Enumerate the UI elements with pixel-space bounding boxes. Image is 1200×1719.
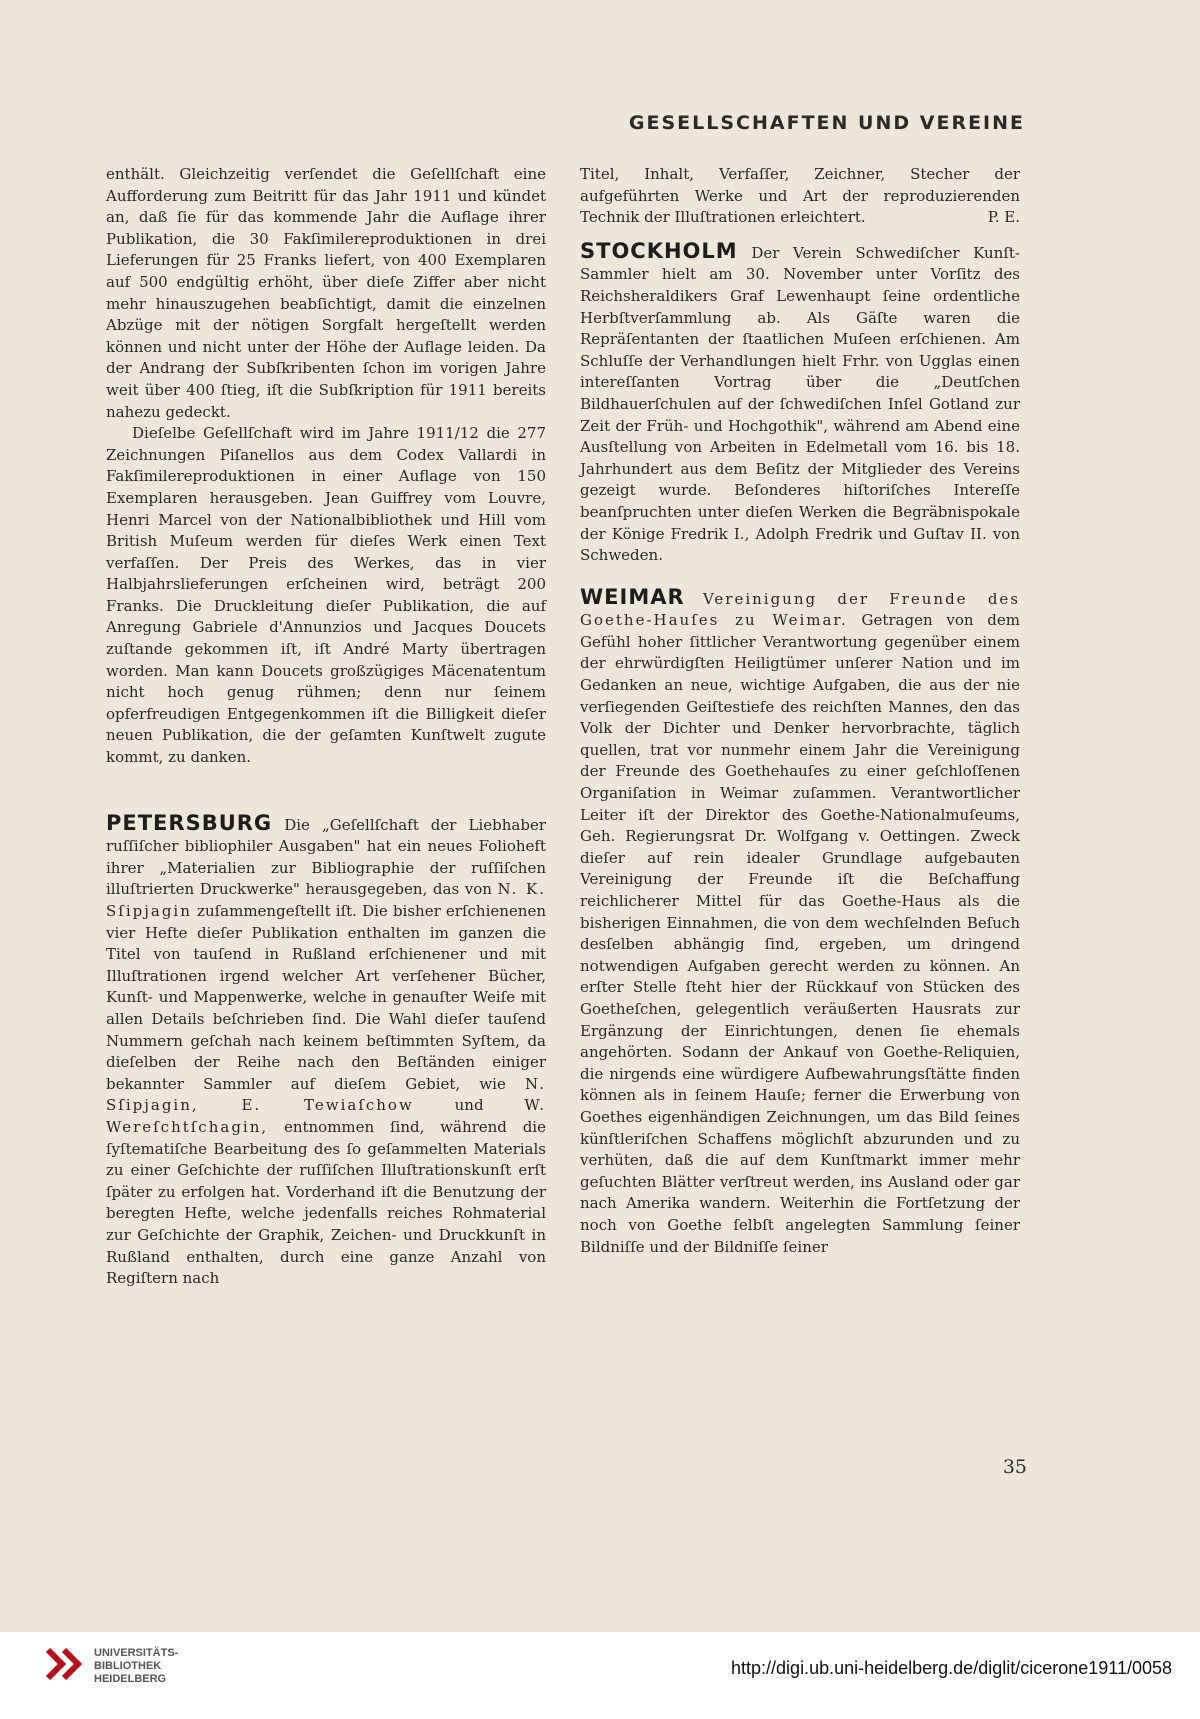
library-name-line-3: HEIDELBERG [94,1673,167,1685]
petersburg-name-2: N. Sſipjagin, E. Tewiaſchow [106,1074,546,1115]
right-column [580,164,1020,1258]
library-logo-icon [44,1646,84,1686]
library-name-line-1: UNIVERSITÄTS- [94,1647,179,1659]
left-column [106,164,546,1290]
paragraph-right-1 [580,164,1020,229]
library-name [94,1647,178,1686]
paragraph-left-2: Dieſelbe Geſellſchaft wird im Jahre 1911/12 die 277 Zeichnungen Piſanellos aus dem Codex Vallardi in Fakſimilereproduktionen in einer Auflage von 150 Exemplaren herausgeben. Jean Guiffrey vom Louvre, Henri Marcel von der Nationalbibliothek und Hill vom British Muſeum werden für dieſes Werk einen Text verfaſſen. Der Preis des Werkes, das in vier Halbjahrslieferungen erſcheinen wird, beträgt 200 Franks. Die Druckleitung dieſer Publikation, die auf Anregung Gabriele d'Annunzios und Jacques Doucets zuſtande gekommen iſt, iſt André Marty übertragen worden. Man kann Doucets großzügiges Mäcenatentum nicht hoch genug rühmen; denn nur ſeinem opferfreudigen Entgegenkommen iſt die Billigkeit dieſer neuen Publikation, die der geſamten Kunſtwelt zugute kommt, zu danken. [106,424,546,767]
petersburg-name-3: W. Wereſchtſchagin, [106,1096,546,1136]
section-petersburg [106,810,546,1290]
section-heading-weimar: WEIMAR [580,584,685,609]
stockholm-text: Der Verein Schwediſcher Kunſt-Sammler hielt am 30. November unter Vorſitz des Reichsheraldikers Graf Lewenhaupt ſeine ordentliche Herbſtverſammlung ab. Als Gäſte waren die Repräſentanten der ſtaatlichen Muſeen erſchienen. Am Schluſſe der Verhandlungen hielt Frhr. von Ugglas einen intereſſanten Vortrag über die „Deutſchen Bildhauerſchulen auf der ſchwediſchen Inſel Gotland zur Zeit der Früh- und Hochgothik", während am Abend eine Ausſtellung von Arbeiten in Edelmetall vom 16. bis 18. Jahrhundert aus dem Beſitz der Mitglieder des Vereins gezeigt wurde. Beſonderes hiſtoriſches Intereſſe beanſpruchten unter dieſen Werken die Begräbnispokale der Könige Fredrik I., Adolph Fredrik und Guſtav II. von Schweden. [580,243,1020,565]
author-signature: P. E. [987,208,1020,227]
petersburg-name-1: N. K. Sſipjagin [106,880,546,920]
section-stockholm [580,238,1020,567]
page-number: 35 [1002,1456,1027,1478]
paragraph-right-1-text: Titel, Inhalt, Verfaſſer, Zeichner, Stecher der aufgeführten Werke und Art der reproduzierenden Technik der Illuſtrationen erleichtert. [580,165,1020,227]
paragraph-left-1: enthält. Gleichzeitig verſendet die Geſellſchaft eine Aufforderung zum Beitritt für das Jahr 1911 und kündet an, daß ſie für das kommende Jahr die Auflage ihrer Publikation, die 30 Fakſimilereproduktionen in drei Lieferungen für 25 Franks liefert, von 400 Exemplaren auf 500 endgültig erhöht, über dieſe Ziffer aber nicht mehr hinauszugehen beabſichtigt, damit die einzelnen Abzüge mit der nötigen Sorgfalt hergeſtellt werden können und nicht unter der Höhe der Auflage leiden. Da der Andrang der Subſkribenten ſchon im vorigen Jahre weit über 400 ſtieg, iſt die Subſkription für 1911 bereits nahezu gedeckt. [106,165,546,421]
petersburg-text-b: zuſammengeſtellt iſt. Die bisher erſchienenen vier Hefte dieſer Publikation enthalten im ganzen die Titel von tauſend in Rußland erſchienener und mit Illuſtrationen irgend welcher Art verſehener Bücher, Kunſt- und Mappenwerke, welche in genauſter Weiſe mit allen Details beſchrieben ſind. Die Wahl dieſer tauſend Nummern geſchah nach keinem beſtimmten Syſtem, da dieſelben der Reihe nach den Beſtänden einiger bekannter Sammler auf dieſem Gebiet, wie [106,902,546,1093]
library-name-line-2: BIBLIOTHEK [94,1660,162,1672]
running-head: GESELLSCHAFTEN UND VEREINE [628,112,1025,134]
section-heading-stockholm: STOCKHOLM [580,238,738,263]
logo-stroke-1 [48,1650,62,1678]
section-heading-petersburg: PETERSBURG [106,810,273,835]
weimar-text: Getragen von dem Gefühl hoher ſittlicher Verantwortung gegenüber einem der ehrwürdigſten Heiligtümer unſerer Nation und im Gedanken an neue, wichtige Aufgaben, die aus der nie verſiegenden Geiſtestiefe des reichſten Mannes, den das Volk der Dichter und Denker hervorbrachte, täglich quellen, trat vor nunmehr einem Jahr die Vereinigung der Freunde des Goethehauſes zu einer geſchloſſenen Organiſation in Weimar zuſammen. Verantwortlicher Leiter iſt der Direktor des Goethe-Nationalmuſeums, Geh. Regierungsrat Dr. Wolfgang v. Oettingen. Zweck dieſer auf rein idealer Grundlage aufgebauten Vereinigung der Freunde iſt die Beſchaffung reichlicherer Mittel für das Goethe-Haus als die bisherigen Einnahmen, die von dem wechſelnden Beſuch desſelben abhängig ſind, ergeben, um dringend notwendigen Aufgaben gerecht werden zu können. An erſter Stelle ſteht hier der Rückkauf von Stücken des Goetheſchen, gelegentlich veräußerten Hausrats zur Ergänzung der Einrichtungen, denen ſie ehemals angehörten. Sodann der Ankauf von Goethe-Reliquien, die nirgends eine würdigere Aufbewahrungsſtätte finden können als in ſeinem Hauſe; ferner die Erwerbung von Goethes eigenhändigen Zeichnungen, um das Bild ſeines künſtleriſchen Schaffens möglichſt abzurunden und zu verhüten, daß die auf dem Kunſtmarkt immer mehr geſuchten Blätter verſtreut werden, ins Ausland oder gar nach Amerika wandern. Weiterhin die Fortſetzung der noch von Goethe ſelbſt angelegten Sammlung ſeiner Bildniſſe und der Bildniſſe ſeiner [580,611,1020,1256]
footer-bar [0,1632,1200,1719]
petersburg-text-c: und [454,1096,484,1115]
petersburg-text-a: Die „Geſellſchaft der Liebhaber ruſſiſcher bibliophiler Ausgaben" hat ein neues Folioheft ihrer „Materialien zur Bibliographie der ruſſiſchen illuſtrierten Druckwerke" herausgegeben, das von [106,815,546,899]
weimar-association-name: Vereinigung der Freunde des Goethe-Hauſes zu Weimar. [580,589,1020,630]
source-url-link[interactable]: http://digi.ub.uni-heidelberg.de/diglit/cicerone1911/0058 [731,1658,1172,1678]
petersburg-text-d: entnommen ſind, während die ſyſtematiſche Bearbeitung des ſo geſammelten Materials zu einer Geſchichte der ruſſiſchen Illuſtrationskunſt erſt ſpäter zu erfolgen hat. Vorderhand iſt die Benutzung der beregten Hefte, welche jedenfalls reiches Rohmaterial zur Geſchichte der Graphik, Zeichen- und Druckkunſt in Rußland enthalten, durch eine ganze Anzahl von Regiſtern nach [106,1117,546,1288]
section-weimar [580,584,1020,1258]
